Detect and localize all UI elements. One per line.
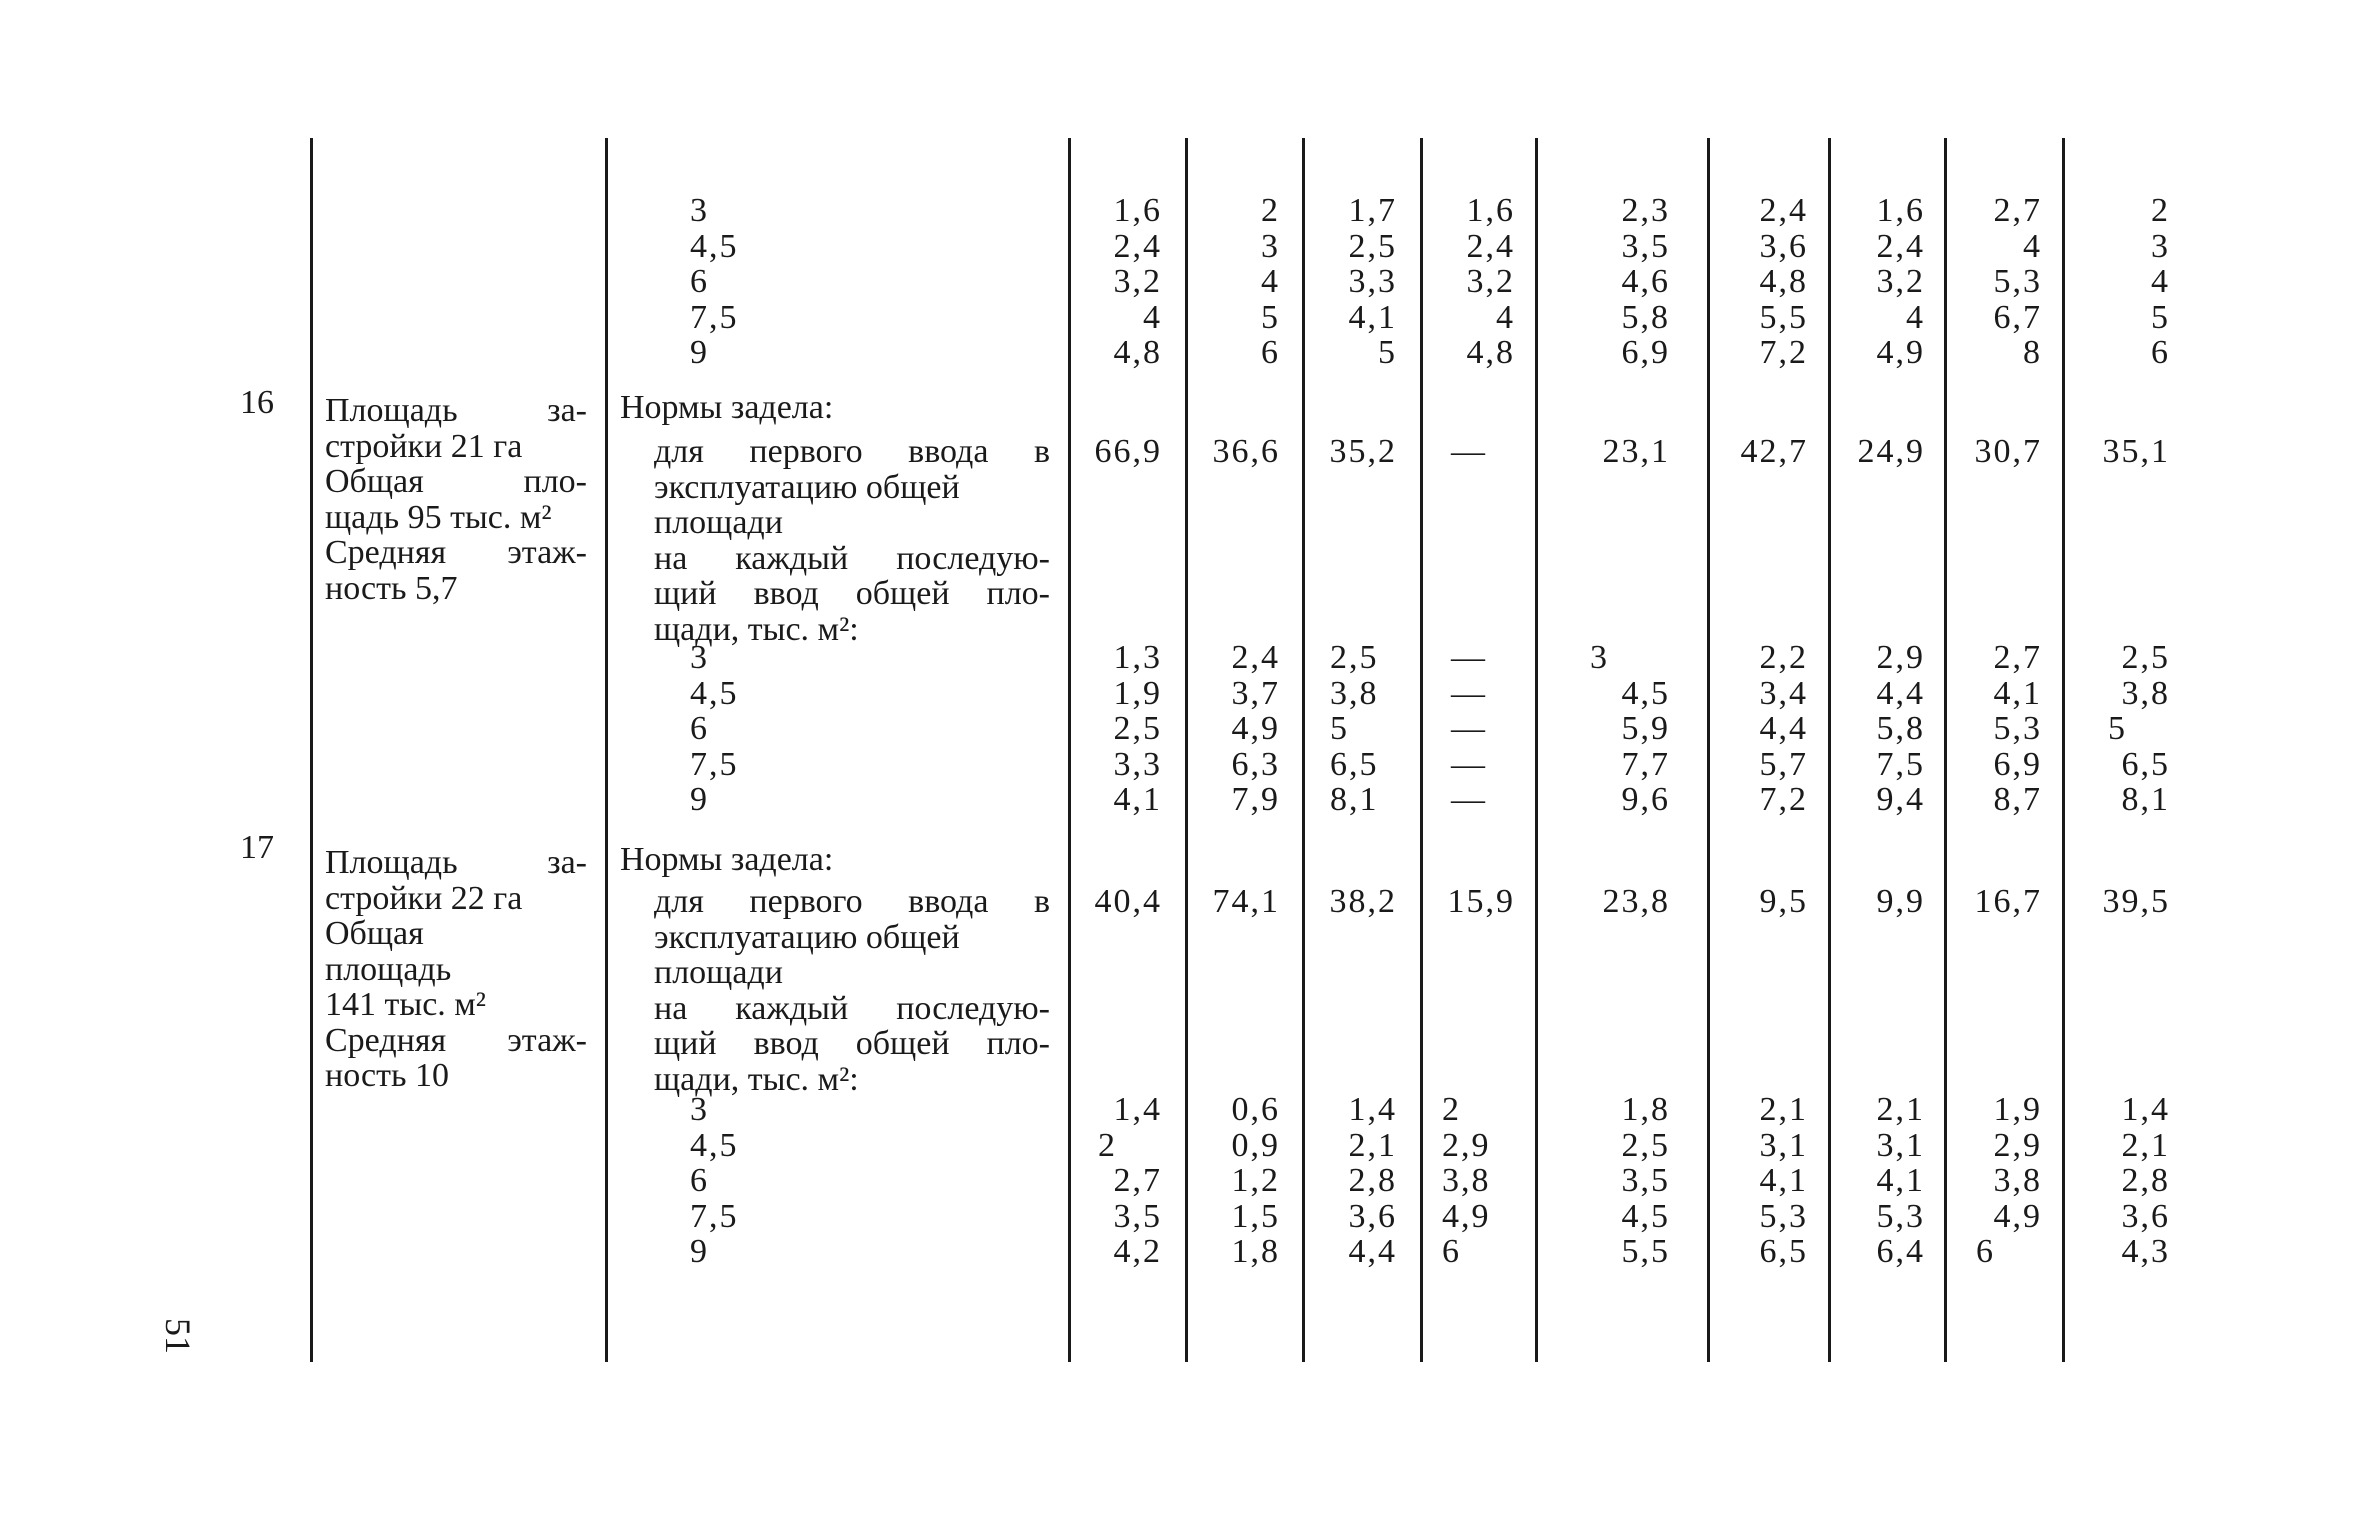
value-cell: 3,3	[1348, 263, 1397, 300]
value-cell: 8	[2023, 334, 2042, 371]
value-column	[1712, 193, 1808, 371]
first-input-value: —	[1451, 433, 1487, 470]
value-cell: 5,9	[1621, 710, 1670, 747]
value-cell: 2,8	[1348, 1162, 1397, 1199]
value-cell: 6,9	[1993, 745, 2042, 783]
value-cell: 6,4	[1876, 1233, 1925, 1270]
value-cell: 2,5	[1621, 1126, 1670, 1164]
column-rule	[1707, 138, 1710, 1362]
column-rule	[1828, 138, 1831, 1362]
value-cell: 0,9	[1231, 1126, 1280, 1164]
value-cell: 3,8	[1442, 1162, 1491, 1199]
value-cell: 3,4	[1759, 674, 1808, 712]
input-size: 9	[690, 334, 709, 371]
value-column	[1950, 193, 2042, 371]
value-cell: 6	[1442, 1233, 1461, 1270]
value-cell: 5	[2108, 710, 2127, 747]
value-column	[1833, 1092, 1925, 1270]
value-cell: 3,2	[1876, 263, 1925, 300]
first-input-value: 42,7	[1740, 433, 1808, 470]
value-cell: 4,1	[1348, 298, 1397, 336]
value-cell: 6,7	[1993, 298, 2042, 336]
input-size: 7,5	[690, 298, 739, 336]
value-cell: 6	[1261, 334, 1280, 371]
input-size: 4,5	[690, 227, 739, 265]
value-cell: 4,1	[1993, 674, 2042, 712]
value-column	[1072, 1092, 1162, 1270]
value-cell: 4,4	[1759, 710, 1808, 747]
value-cell: 2,9	[1442, 1126, 1491, 1164]
value-cell: 1,2	[1231, 1162, 1280, 1199]
value-cell: 1,4	[1348, 1091, 1397, 1128]
value-cell: 3	[1590, 639, 1609, 676]
label-line: эксплуатацию общей	[654, 918, 960, 956]
value-cell: 4	[1143, 298, 1162, 336]
column-rule	[605, 138, 608, 1362]
value-cell: 2,7	[1993, 192, 2042, 229]
value-cell: 4	[1496, 298, 1515, 336]
value-cell: 1,3	[1113, 639, 1162, 676]
column-rule	[310, 138, 313, 1362]
value-cell: 3,5	[1621, 227, 1670, 265]
label-line: площади	[654, 504, 783, 541]
value-cell: 3,5	[1621, 1162, 1670, 1199]
first-input-value: 9,5	[1759, 883, 1808, 920]
value-cell: 4,9	[1993, 1197, 2042, 1235]
value-cell: 4,5	[1621, 674, 1670, 712]
value-cell: 1,9	[1113, 674, 1162, 712]
value-cell: 6,9	[1621, 334, 1670, 371]
label-line: для первого ввода в	[654, 883, 1050, 920]
value-cell: 3,2	[1113, 263, 1162, 300]
first-input-value: 35,1	[2102, 433, 2170, 470]
input-size: 6	[690, 263, 709, 300]
input-size: 6	[690, 710, 709, 747]
value-column	[1442, 1092, 1532, 1270]
input-size: 3	[690, 639, 709, 676]
value-column	[2070, 1092, 2170, 1270]
value-column	[1190, 1092, 1280, 1270]
input-size: 3	[690, 1091, 709, 1128]
value-cell: 2,5	[1348, 227, 1397, 265]
value-cell: 2,2	[1759, 639, 1808, 676]
first-input-value: 40,4	[1094, 883, 1162, 920]
value-cell: 5,3	[1876, 1197, 1925, 1235]
label-line: щади, тыс. м²:	[654, 610, 859, 648]
value-cell: 4,8	[1466, 334, 1515, 371]
value-cell: 4,1	[1876, 1162, 1925, 1199]
value-cell: 2,5	[2121, 639, 2170, 676]
value-cell: 4,6	[1621, 263, 1670, 300]
description-line: стройки 21 га	[325, 427, 523, 465]
value-cell: 5	[2151, 298, 2170, 336]
value-cell: 2,7	[1993, 639, 2042, 676]
value-cell: 5,3	[1759, 1197, 1808, 1235]
value-cell: 4	[1906, 298, 1925, 336]
row-number: 17	[240, 829, 274, 866]
first-input-value: 23,1	[1602, 433, 1670, 470]
value-column	[1712, 640, 1808, 818]
value-column	[1550, 193, 1670, 371]
value-cell: 4,1	[1759, 1162, 1808, 1199]
description-line: щадь 95 тыс. м²	[325, 498, 552, 536]
value-cell: 2	[1261, 192, 1280, 229]
value-column	[1833, 193, 1925, 371]
value-cell: 7,9	[1231, 781, 1280, 818]
value-cell: 3,2	[1466, 263, 1515, 300]
value-cell: 4,4	[1876, 674, 1925, 712]
value-cell: 2,4	[1466, 227, 1515, 265]
description-line: площадь	[325, 950, 452, 988]
value-cell: 3,6	[1759, 227, 1808, 265]
value-cell: 6,5	[1330, 745, 1379, 783]
value-cell: —	[1451, 674, 1487, 712]
value-cell: 2,9	[1993, 1126, 2042, 1164]
first-input-value: 30,7	[1974, 433, 2042, 470]
value-cell: 2,4	[1759, 192, 1808, 229]
value-cell: 3,8	[1993, 1162, 2042, 1199]
description-line: ность 10	[325, 1057, 449, 1094]
row-description	[325, 845, 587, 1094]
value-cell: 2,4	[1113, 227, 1162, 265]
value-cell: 4,8	[1759, 263, 1808, 300]
value-cell: 5,8	[1876, 710, 1925, 747]
value-cell: 1,6	[1876, 192, 1925, 229]
value-cell: 8,7	[1993, 781, 2042, 818]
norms-heading: Нормы задела:	[620, 389, 834, 426]
description-line: Общая	[325, 915, 424, 952]
row-number: 16	[240, 384, 274, 421]
description-line: ность 5,7	[325, 569, 458, 607]
value-cell: 1,8	[1231, 1233, 1280, 1270]
value-cell: 3,1	[1876, 1126, 1925, 1164]
value-cell: 4,9	[1442, 1197, 1491, 1235]
value-cell: 2,8	[2121, 1162, 2170, 1199]
value-column	[1425, 193, 1515, 371]
value-cell: 5	[1330, 710, 1349, 747]
value-cell: 4	[1261, 263, 1280, 300]
value-cell: 6,3	[1231, 745, 1280, 783]
value-column	[1072, 640, 1162, 818]
input-size-list	[690, 640, 810, 818]
description-line: стройки 22 га	[325, 879, 523, 917]
value-cell: 8,1	[2121, 781, 2170, 818]
input-size: 4,5	[690, 1126, 739, 1164]
input-size: 6	[690, 1162, 709, 1199]
value-cell: 2,5	[1113, 710, 1162, 747]
value-cell: 2,7	[1113, 1162, 1162, 1199]
column-rule	[1420, 138, 1423, 1362]
first-input-value: 35,2	[1329, 433, 1397, 470]
value-cell: 6	[1976, 1233, 1995, 1270]
column-rule	[1944, 138, 1947, 1362]
label-line: для первого ввода в	[654, 433, 1050, 470]
value-cell: 6	[2151, 334, 2170, 371]
column-rule	[2062, 138, 2065, 1362]
value-cell: 3,1	[1759, 1126, 1808, 1164]
row-description	[325, 393, 587, 606]
value-cell: 5,7	[1759, 745, 1808, 783]
value-cell: —	[1451, 639, 1487, 676]
label-line: площади	[654, 954, 783, 991]
page-number: 51	[158, 1318, 198, 1354]
first-input-value: 23,8	[1602, 883, 1670, 920]
description-line: Площадь за-	[325, 392, 587, 429]
value-cell: 1,4	[1113, 1091, 1162, 1128]
value-cell: 3,5	[1113, 1197, 1162, 1235]
value-cell: 3	[2151, 227, 2170, 265]
value-cell: 4,8	[1113, 334, 1162, 371]
value-column	[1307, 1092, 1397, 1270]
description-line: 141 тыс. м²	[325, 986, 487, 1023]
first-input-value: 74,1	[1212, 883, 1280, 920]
value-column	[1712, 1092, 1808, 1270]
value-cell: 2,1	[1876, 1091, 1925, 1128]
value-cell: —	[1451, 781, 1487, 818]
value-cell: 3,8	[2121, 674, 2170, 712]
column-rule	[1185, 138, 1188, 1362]
value-cell: 7,2	[1759, 334, 1808, 371]
first-input-value: 38,2	[1329, 883, 1397, 920]
value-cell: 2,3	[1621, 192, 1670, 229]
value-column	[1950, 640, 2042, 818]
input-size: 9	[690, 781, 709, 818]
value-cell: 2,1	[1348, 1126, 1397, 1164]
value-cell: 4,5	[1621, 1197, 1670, 1235]
column-rule	[1068, 138, 1071, 1362]
value-column	[2070, 640, 2170, 818]
value-column	[1425, 640, 1487, 818]
value-cell: 2	[2151, 192, 2170, 229]
value-column	[1330, 640, 1420, 818]
value-cell: 5,3	[1993, 263, 2042, 300]
column-rule	[1302, 138, 1305, 1362]
description-line: Средняя этаж-	[325, 1021, 587, 1059]
value-column	[2070, 193, 2170, 371]
value-cell: 2,1	[1759, 1091, 1808, 1128]
value-column	[1550, 640, 1670, 818]
first-input-label	[654, 434, 1050, 647]
input-size: 3	[690, 192, 709, 229]
value-cell: 4,3	[2121, 1233, 2170, 1270]
value-cell: 1,6	[1466, 192, 1515, 229]
label-line: на каждый последую-	[654, 989, 1050, 1027]
first-input-value: 36,6	[1212, 433, 1280, 470]
value-cell: 2,4	[1231, 639, 1280, 676]
value-cell: 5	[1378, 334, 1397, 371]
value-column	[1833, 640, 1925, 818]
value-cell: 2,4	[1876, 227, 1925, 265]
value-cell: 9,6	[1621, 781, 1670, 818]
value-cell: 8,1	[1330, 781, 1379, 818]
value-cell: 3,3	[1113, 745, 1162, 783]
value-cell: 2	[1442, 1091, 1461, 1128]
value-cell: 7,5	[1876, 745, 1925, 783]
first-input-value: 39,5	[2102, 883, 2170, 920]
label-line: щий ввод общей пло-	[654, 575, 1050, 612]
value-cell: 4,2	[1113, 1233, 1162, 1270]
value-cell: 5,3	[1993, 710, 2042, 747]
value-column	[1190, 193, 1280, 371]
value-cell: 1,9	[1993, 1091, 2042, 1128]
label-line: щади, тыс. м²:	[654, 1060, 859, 1098]
input-size: 7,5	[690, 745, 739, 783]
value-cell: 7,7	[1621, 745, 1670, 783]
value-cell: 2	[1098, 1126, 1117, 1164]
input-size-list	[690, 1092, 810, 1270]
label-line: щий ввод общей пло-	[654, 1025, 1050, 1062]
value-cell: 1,6	[1113, 192, 1162, 229]
first-input-value: 9,9	[1876, 883, 1925, 920]
value-column	[1950, 1092, 2042, 1270]
value-cell: 6,5	[1759, 1233, 1808, 1270]
value-cell: 0,6	[1231, 1091, 1280, 1128]
value-cell: 4,9	[1231, 710, 1280, 747]
value-cell: 7,2	[1759, 781, 1808, 818]
column-rule	[1535, 138, 1538, 1362]
value-cell: 4	[2151, 263, 2170, 300]
first-input-value: 66,9	[1094, 433, 1162, 470]
value-cell: 1,7	[1348, 192, 1397, 229]
value-cell: 5,5	[1759, 298, 1808, 336]
description-line: Площадь за-	[325, 844, 587, 881]
value-cell: 9,4	[1876, 781, 1925, 818]
value-cell: 4,4	[1348, 1233, 1397, 1270]
label-line: на каждый последую-	[654, 539, 1050, 577]
norms-heading: Нормы задела:	[620, 841, 834, 878]
value-cell: 5,8	[1621, 298, 1670, 336]
value-cell: 3,6	[1348, 1197, 1397, 1235]
value-cell: 5	[1261, 298, 1280, 336]
value-cell: 3,6	[2121, 1197, 2170, 1235]
value-column	[1307, 193, 1397, 371]
value-cell: 2,5	[1330, 639, 1379, 676]
value-cell: —	[1451, 710, 1487, 747]
input-size-list	[690, 193, 810, 371]
value-column	[1072, 193, 1162, 371]
value-cell: 3,7	[1231, 674, 1280, 712]
first-input-label	[654, 884, 1050, 1097]
value-cell: —	[1451, 745, 1487, 783]
value-column	[1190, 640, 1280, 818]
value-cell: 3	[1261, 227, 1280, 265]
value-cell: 1,4	[2121, 1091, 2170, 1128]
value-cell: 4	[2023, 227, 2042, 265]
first-input-value: 16,7	[1974, 883, 2042, 920]
input-size: 7,5	[690, 1197, 739, 1235]
input-size: 9	[690, 1233, 709, 1270]
value-cell: 2,1	[2121, 1126, 2170, 1164]
value-cell: 1,8	[1621, 1091, 1670, 1128]
value-cell: 6,5	[2121, 745, 2170, 783]
value-cell: 4,9	[1876, 334, 1925, 371]
first-input-value: 15,9	[1447, 883, 1515, 920]
value-cell: 4,1	[1113, 781, 1162, 818]
value-cell: 1,5	[1231, 1197, 1280, 1235]
description-line: Средняя этаж-	[325, 534, 587, 571]
value-cell: 5,5	[1621, 1233, 1670, 1270]
label-line: эксплуатацию общей	[654, 468, 960, 506]
description-line: Общая пло-	[325, 463, 587, 500]
value-cell: 3,8	[1330, 674, 1379, 712]
first-input-value: 24,9	[1857, 433, 1925, 470]
value-column	[1550, 1092, 1670, 1270]
value-cell: 2,9	[1876, 639, 1925, 676]
input-size: 4,5	[690, 674, 739, 712]
